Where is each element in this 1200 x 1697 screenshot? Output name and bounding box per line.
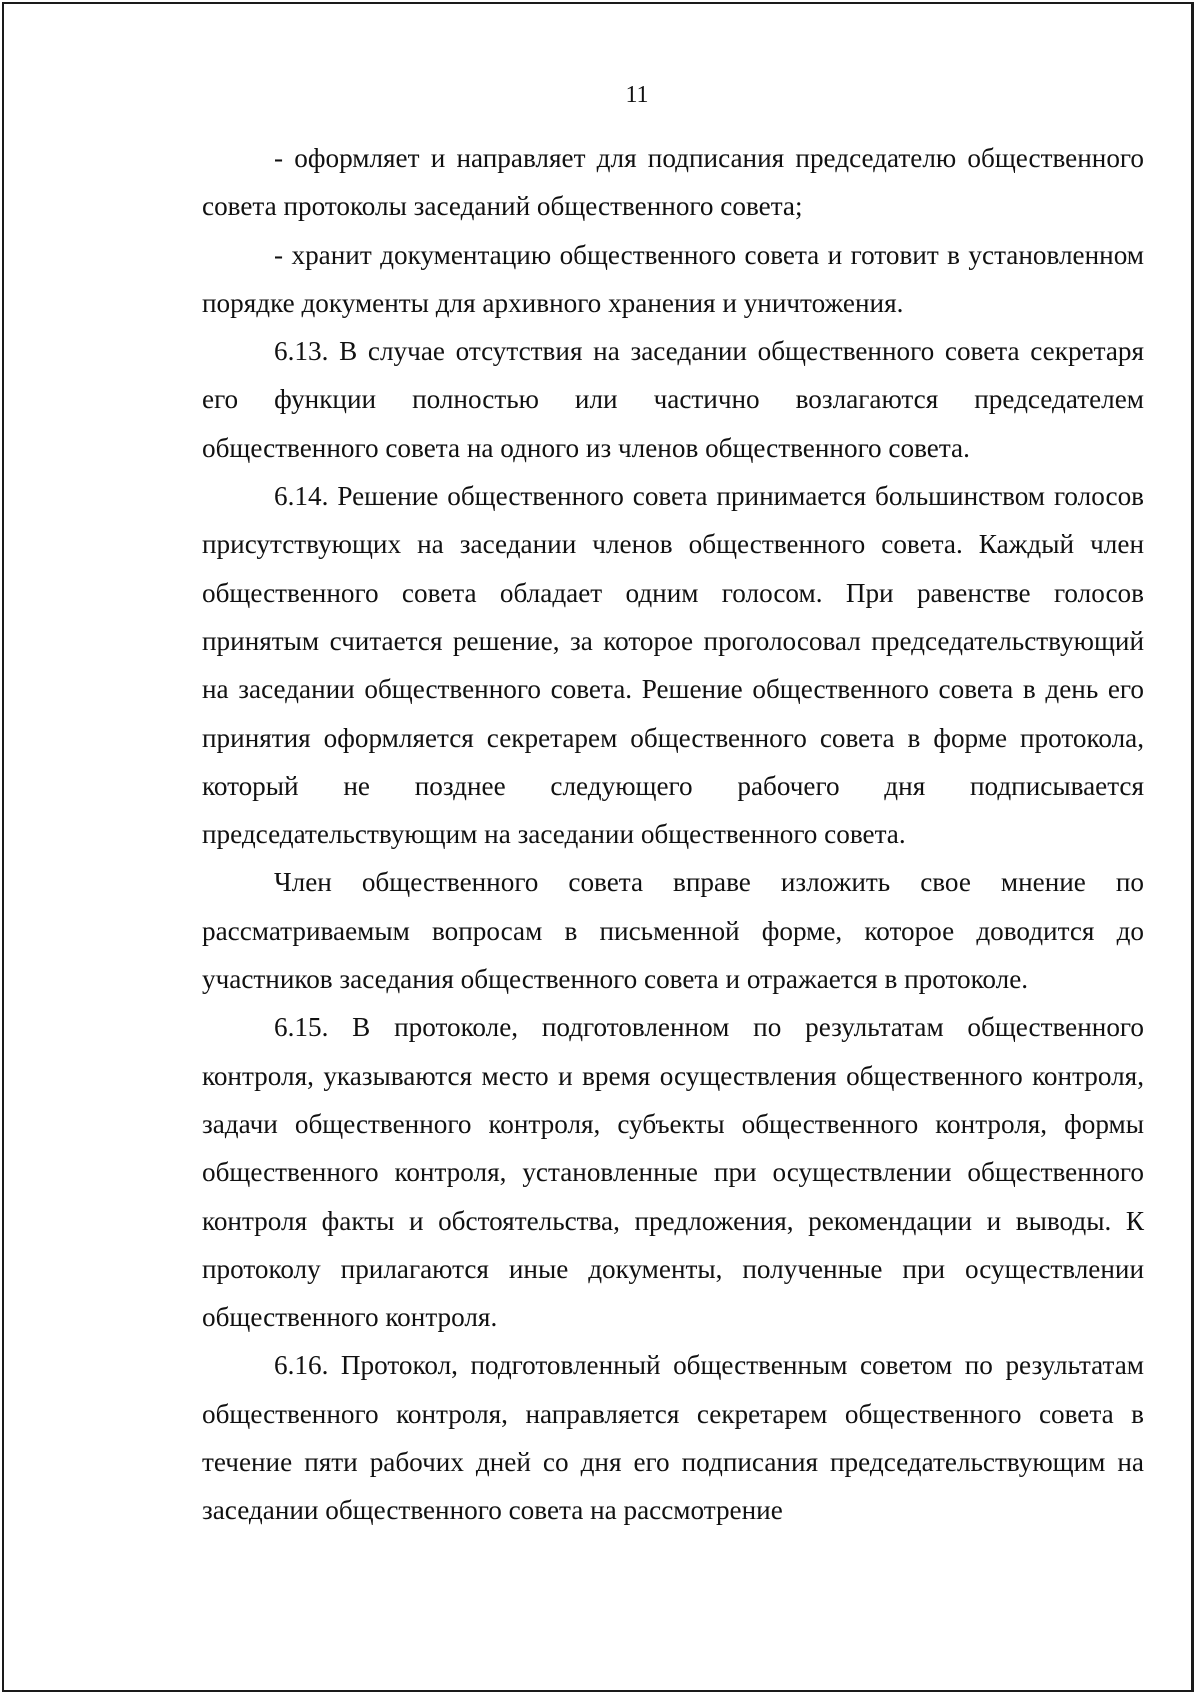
page-number: 11: [625, 82, 649, 108]
paragraph-6-14: 6.14. Решение общественного совета принимается большинством голосов присутствующих на заседании членов общественного совета. Каждый член общественного совета обладает одним голосом. При равенстве голосов принятым считается решение, за которое проголосовал председательствующий на заседании общественного совета. Решение общественного совета в день его принятия оформляется секретарем общественного совета в форме протокола, который не позднее следующего рабочего дня подписывается председательствующим на заседании общественного совета.: [202, 481, 1144, 850]
paragraph-member-opinion: Член общественного совета вправе изложить свое мнение по рассматриваемым вопросам в письменной форме, которое доводится до участников заседания общественного совета и отражается в протоколе.: [202, 867, 1144, 995]
paragraph-6-16: 6.16. Протокол, подготовленный общественным советом по результатам общественного контроля, направляется секретарем общественного совета в течение пяти рабочих дней со дня его подписания председательствующим на заседании общественного совета на рассмотрение: [202, 1350, 1144, 1526]
document-page: [2, 2, 1194, 1692]
document-body: [202, 134, 1144, 1535]
paragraph-list-item-store-documentation: - хранит документацию общественного совета и готовит в установленном порядке документы для архивного хранения и уничтожения.: [202, 239, 1144, 318]
paragraph-6-13: 6.13. В случае отсутствия на заседании общественного совета секретаря его функции полностью или частично возлагаются председателем общественного совета на одного из членов общественного совета.: [202, 336, 1144, 463]
paragraph-list-item-sign-protocols: - оформляет и направляет для подписания председателю общественного совета протоколы заседаний общественного совета;: [202, 143, 1144, 222]
paragraph-6-15: 6.15. В протоколе, подготовленном по результатам общественного контроля, указываются место и время осуществления общественного контроля, задачи общественного контроля, субъекты общественного контроля, формы общественного контроля, установленные при осуществлении общественного контроля факты и обстоятельства, предложения, рекомендации и выводы. К протоколу прилагаются иные документы, полученные при осуществлении общественного контроля.: [202, 1012, 1144, 1333]
